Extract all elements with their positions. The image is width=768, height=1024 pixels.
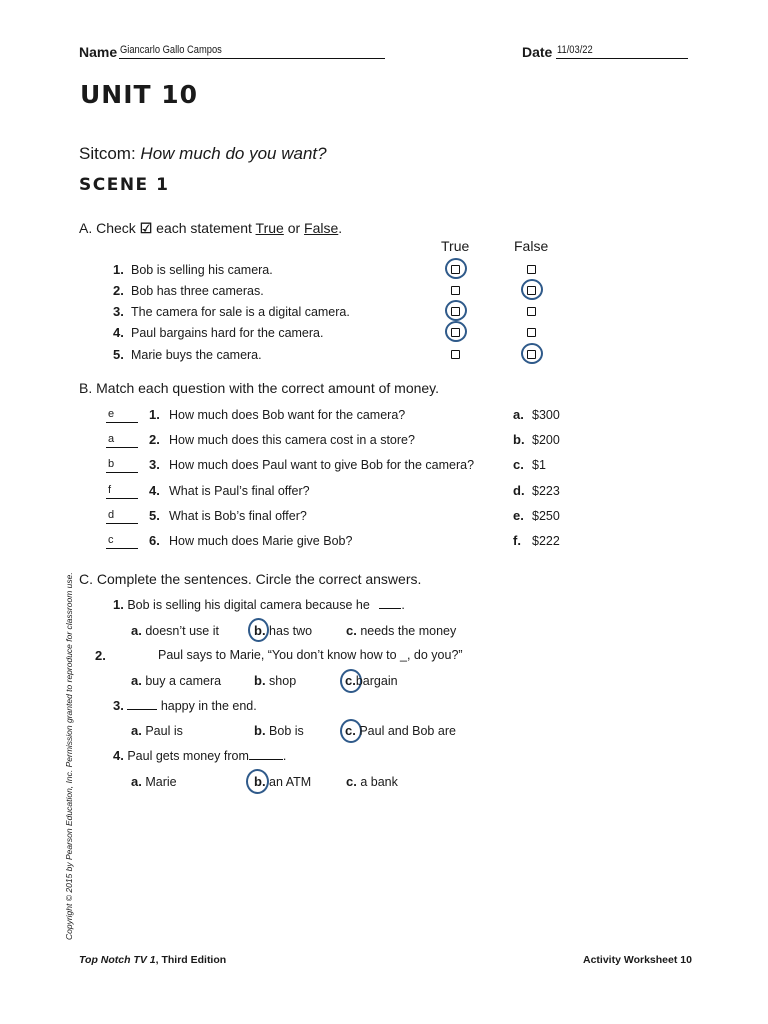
option-letter: d. — [513, 483, 525, 498]
option-letter: c. — [513, 457, 524, 472]
option-text: has two — [269, 624, 313, 638]
option-letter: f. — [513, 533, 521, 548]
c4-option-c[interactable] — [346, 774, 398, 789]
option-text: an ATM — [269, 775, 312, 789]
answer-blank[interactable] — [106, 458, 138, 473]
section-a-true-word: True — [255, 220, 284, 236]
option-text: needs the money — [360, 624, 457, 638]
c2-option-c[interactable] — [345, 673, 398, 688]
date-label: Date — [522, 44, 553, 60]
c2-option-a[interactable] — [131, 673, 221, 688]
option-letter: c. — [345, 723, 356, 738]
item-question: How much does Bob want for the camera? — [169, 408, 406, 422]
c-question-3 — [113, 698, 257, 713]
answer-circle — [445, 321, 467, 342]
date-value: 11/03/22 — [557, 44, 593, 56]
option-letter: b. — [254, 673, 266, 688]
book-edition: , Third Edition — [155, 954, 227, 966]
copyright-notice: Copyright © 2015 by Pearson Education, Inc. Permission granted to reproduce for classroom use. — [64, 572, 74, 940]
question-text: Paul gets money from — [127, 749, 249, 763]
option-text: a bank — [360, 775, 398, 789]
c-question-1 — [113, 597, 405, 612]
c3-option-a[interactable] — [131, 723, 183, 738]
option-amount: $250 — [532, 509, 560, 523]
answer-blank[interactable] — [127, 709, 157, 710]
option-text: Paul is — [145, 724, 183, 738]
option-letter: c. — [346, 623, 357, 638]
answer-circle — [521, 343, 543, 364]
c3-option-b[interactable] — [254, 723, 304, 738]
c-question-4 — [113, 748, 286, 763]
question-punctuation: . — [282, 749, 287, 763]
name-label: Name — [79, 44, 118, 60]
date-field[interactable] — [556, 44, 688, 59]
footer-worksheet: Activity Worksheet 10 — [583, 954, 692, 966]
option-letter: b. — [513, 432, 525, 447]
option-amount: $200 — [532, 433, 560, 447]
item-number: 5. — [149, 508, 160, 523]
question-number: 4. — [113, 748, 124, 763]
question-number: 2. — [95, 648, 106, 663]
item-question: What is Bob’s final offer? — [169, 509, 307, 523]
item-number: 3. — [113, 304, 124, 319]
option-letter: a. — [513, 407, 524, 422]
option-text: shop — [269, 674, 297, 688]
c3-option-c[interactable] — [345, 723, 456, 738]
section-a-middle: each statement — [156, 220, 252, 236]
item-question: How much does Paul want to give Bob for the camera? — [169, 458, 475, 472]
option-letter: a. — [131, 723, 142, 738]
section-c-heading: C. Complete the sentences. Circle the correct answers. — [79, 571, 422, 587]
section-b-heading: B. Match each question with the correct amount of money. — [79, 380, 440, 396]
answer-blank[interactable] — [106, 433, 138, 448]
option-letter: a. — [131, 774, 142, 789]
item-text: Bob is selling his camera. — [131, 263, 273, 277]
book-title: Top Notch TV 1 — [79, 954, 156, 966]
answer-circle — [521, 279, 543, 300]
question-text: Bob is selling his digital camera because he — [127, 598, 370, 612]
option-amount: $222 — [532, 534, 560, 548]
item-text: Marie buys the camera. — [131, 348, 262, 362]
item-number: 2. — [113, 283, 124, 298]
question-punctuation: . — [401, 598, 405, 612]
answer-circle — [445, 258, 467, 279]
answer-letter: d — [108, 509, 115, 521]
item-number: 5. — [113, 347, 124, 362]
sitcom-label: Sitcom: — [79, 144, 136, 163]
answer-letter: c — [108, 534, 114, 546]
answer-letter: a — [108, 433, 115, 445]
item-text: Paul bargains hard for the camera. — [131, 326, 324, 340]
item-text: Bob has three cameras. — [131, 284, 264, 298]
option-text: Marie — [145, 775, 177, 789]
option-text: Bob is — [269, 724, 304, 738]
c-question-2: Paul says to Marie, “You don’t know how to _, do you?” — [158, 648, 463, 662]
item-number: 1. — [113, 262, 124, 277]
sitcom-title: How much do you want? — [140, 144, 327, 163]
item-question: How much does this camera cost in a store? — [169, 433, 415, 447]
name-value: Giancarlo Gallo Campos — [120, 44, 222, 56]
option-amount: $1 — [532, 458, 546, 472]
true-checkbox[interactable] — [451, 350, 460, 359]
answer-blank[interactable] — [106, 534, 138, 549]
false-checkbox[interactable] — [527, 265, 536, 274]
answer-circle — [445, 300, 467, 321]
question-number: 3. — [113, 698, 124, 713]
option-text: Paul and Bob are — [359, 724, 456, 738]
answer-blank[interactable] — [106, 509, 138, 524]
option-text: doesn’t use it — [145, 624, 219, 638]
option-letter: b. — [254, 774, 266, 789]
option-amount: $223 — [532, 484, 560, 498]
section-a-or-word: or — [287, 220, 301, 236]
column-false-header: False — [514, 238, 549, 254]
c4-option-b[interactable] — [254, 774, 311, 789]
c1-option-c[interactable] — [346, 623, 456, 638]
item-text: The camera for sale is a digital camera. — [131, 305, 350, 319]
question-text: happy in the end. — [160, 699, 257, 713]
option-letter: b. — [254, 623, 266, 638]
c1-option-a[interactable] — [131, 623, 219, 638]
answer-letter: f — [108, 484, 112, 496]
question-number: 1. — [113, 597, 124, 612]
answer-blank[interactable] — [106, 484, 138, 499]
item-number: 1. — [149, 407, 160, 422]
c2-option-b[interactable] — [254, 673, 296, 688]
option-letter: c. — [346, 774, 357, 789]
column-true-header: True — [441, 238, 470, 254]
option-text: bargain — [355, 674, 398, 688]
section-a-heading — [79, 220, 342, 237]
item-number: 2. — [149, 432, 160, 447]
section-a-false-word: False — [304, 220, 339, 236]
sitcom-heading — [79, 144, 327, 164]
answer-letter: b — [108, 458, 115, 470]
option-letter: e. — [513, 508, 524, 523]
item-question: How much does Marie give Bob? — [169, 534, 353, 548]
false-checkbox[interactable] — [527, 307, 536, 316]
option-letter: c. — [345, 673, 356, 688]
name-field[interactable] — [119, 44, 385, 59]
option-amount: $300 — [532, 408, 560, 422]
option-letter: a. — [131, 673, 142, 688]
item-number: 4. — [149, 483, 160, 498]
item-number: 6. — [149, 533, 160, 548]
option-text: buy a camera — [145, 674, 222, 688]
unit-title: UNIT 10 — [80, 80, 199, 109]
answer-blank[interactable] — [379, 608, 401, 609]
answer-letter: e — [108, 408, 115, 420]
true-checkbox[interactable] — [451, 286, 460, 295]
section-a-prefix: A. Check — [79, 220, 136, 236]
option-letter: b. — [254, 723, 266, 738]
scene-title: SCENE 1 — [79, 175, 170, 195]
item-question: What is Paul’s final offer? — [169, 484, 310, 498]
c1-option-b[interactable] — [254, 623, 312, 638]
footer-book-title — [79, 954, 226, 966]
option-letter: a. — [131, 623, 142, 638]
answer-blank[interactable] — [249, 759, 283, 760]
item-number: 4. — [113, 325, 124, 340]
section-a-period: . — [338, 220, 343, 236]
answer-blank[interactable] — [106, 408, 138, 423]
checkbox-icon: ☑ — [139, 220, 153, 236]
item-number: 3. — [149, 457, 160, 472]
false-checkbox[interactable] — [527, 328, 536, 337]
c4-option-a[interactable] — [131, 774, 177, 789]
